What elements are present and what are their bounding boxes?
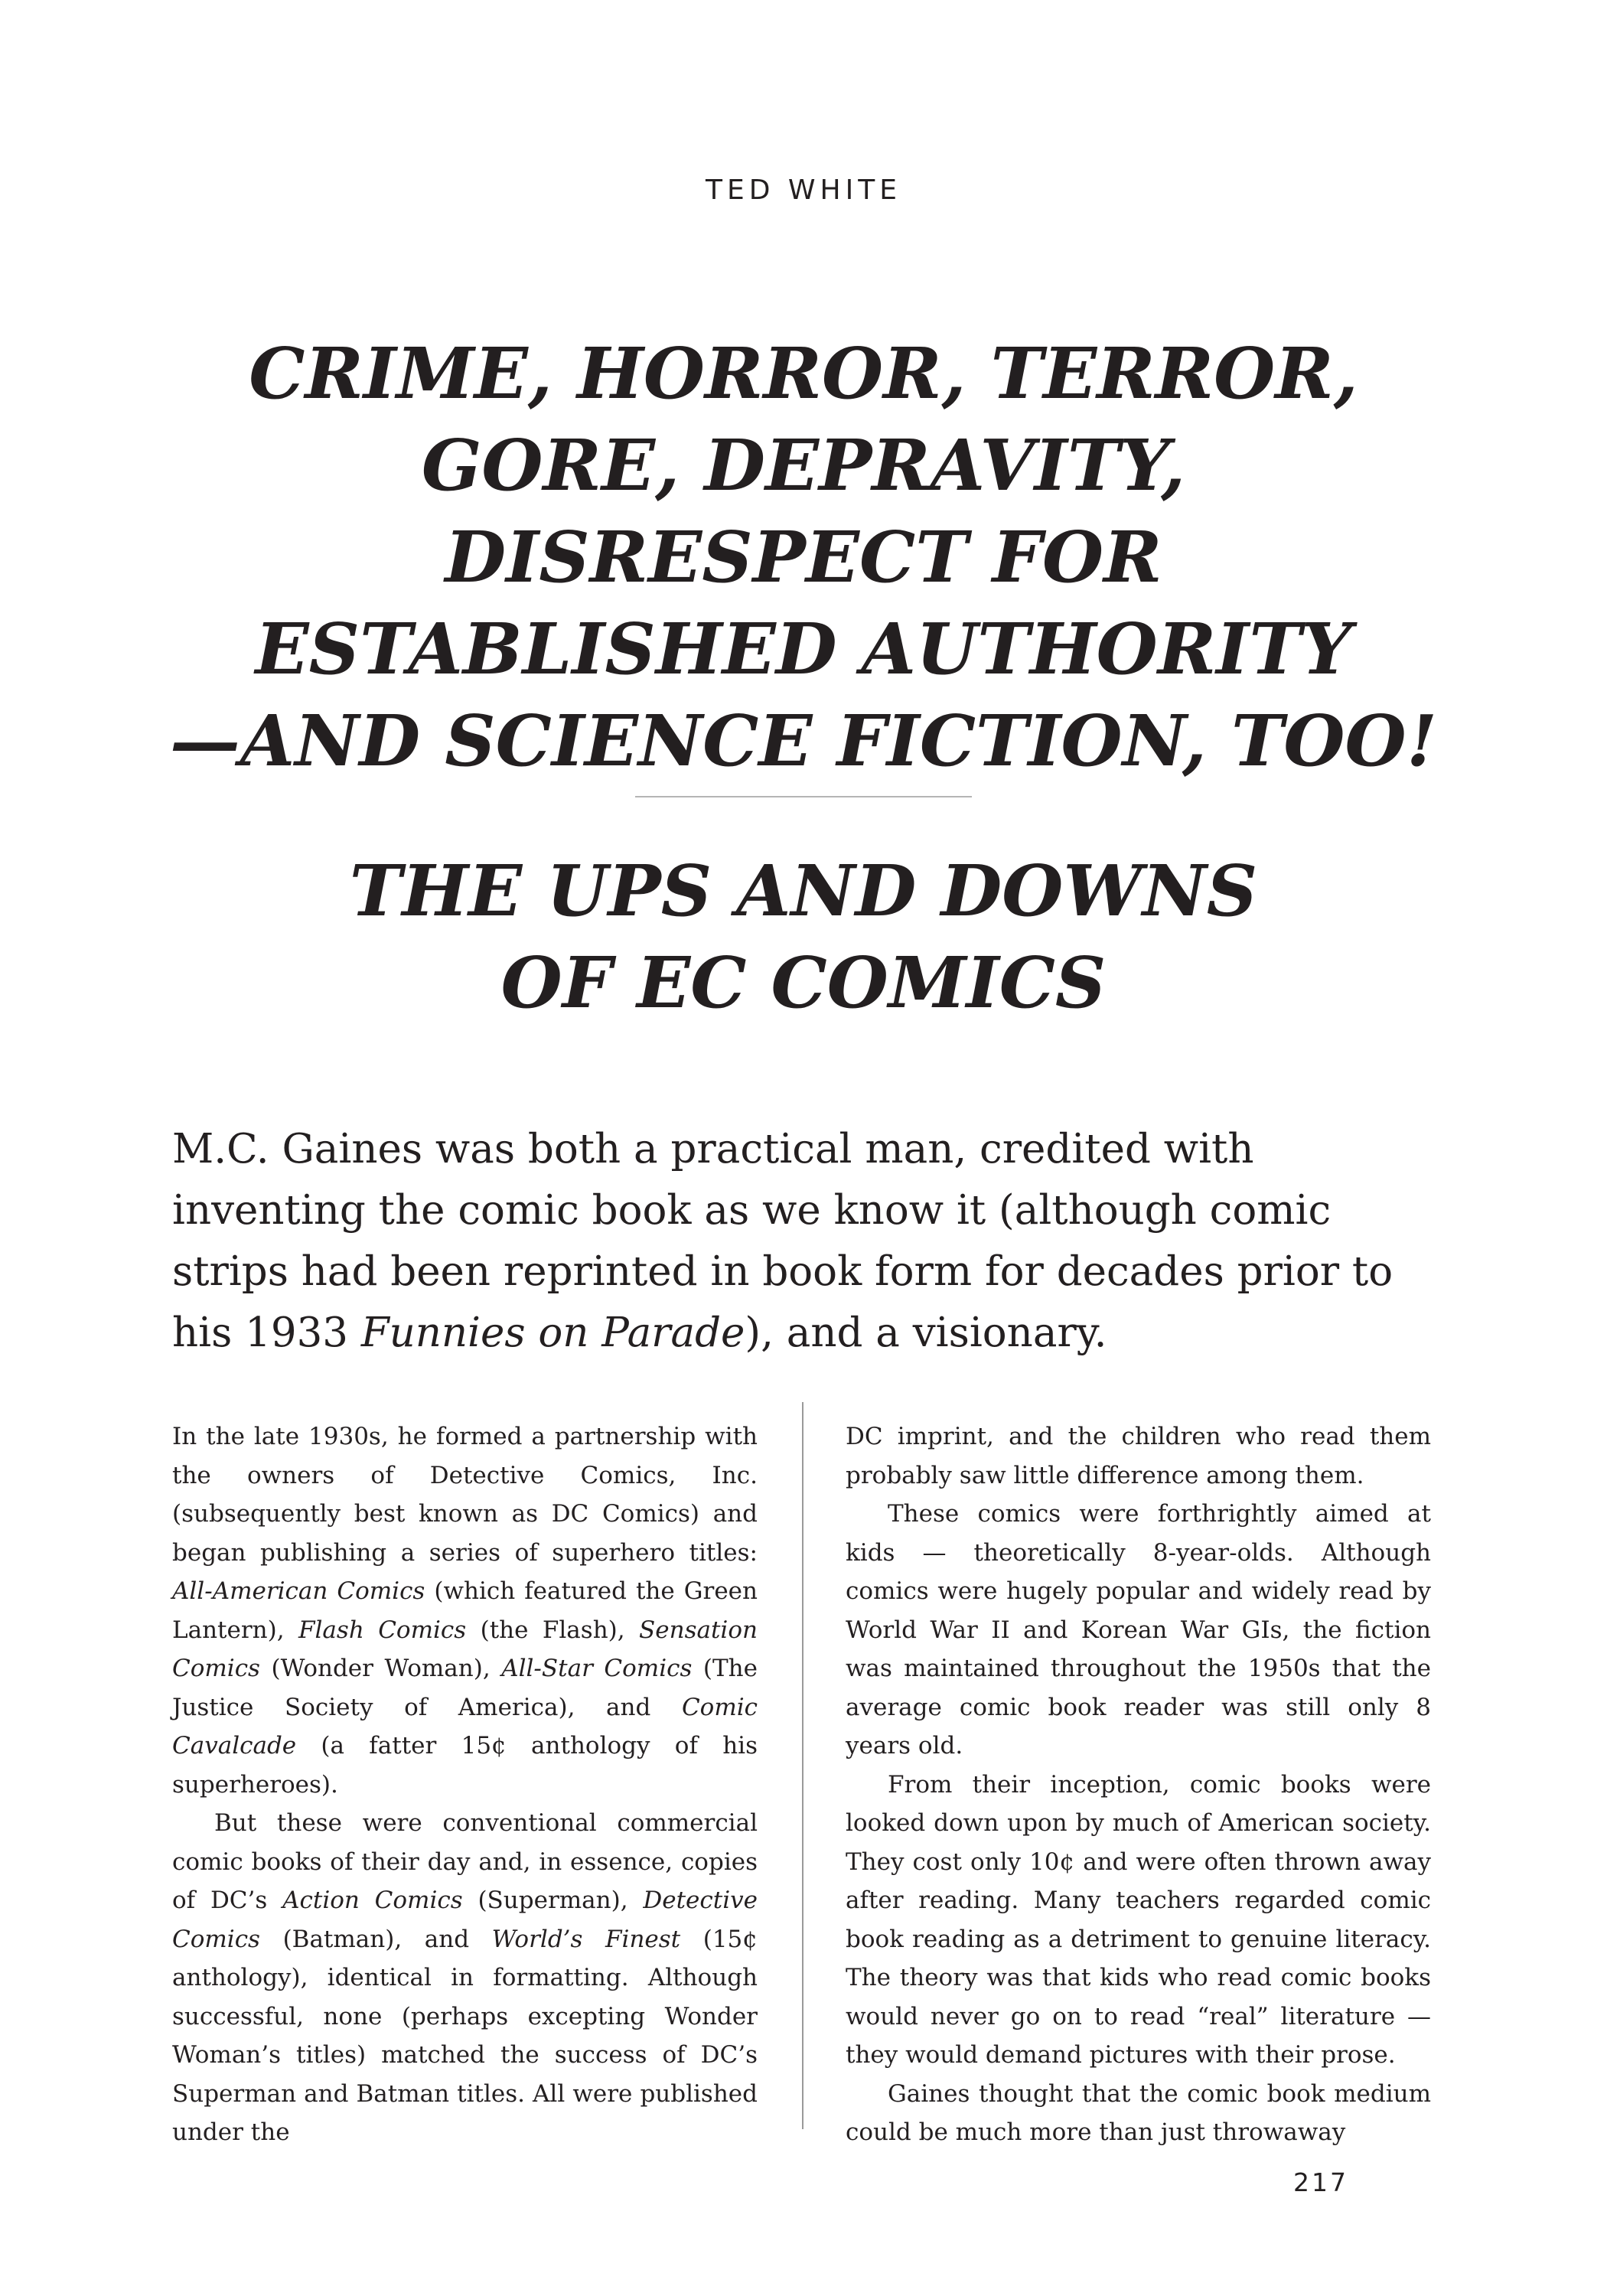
body-paragraph: From their inception, comic books were looked down upon by much of American society. They cost only 10¢ and were often thrown away after reading. Many teachers regarded comic book reading as a detriment to genuine literacy. The theory was that kids who read comic books would never go on to read “real” literature — they would demand pictures with their prose. (846, 1770, 1431, 2069)
body-text: In the late 1930s, he formed a partnership with the owners of Detective Comics, Inc. (subsequently best known as DC Comics) and began publishing a series of superhero titles: (172, 1423, 758, 1567)
title-line: CRIME, HORROR, TERROR, (249, 332, 1358, 415)
body-paragraph: Gaines thought that the comic book medium could be much more than just throwaway (846, 2079, 1431, 2146)
body-text: (Batman), and (259, 1925, 492, 1953)
body-text: (which featured the Green Lantern), (172, 1577, 758, 1644)
body-italic: Sensation Comics (172, 1616, 758, 1682)
title-line: GORE, DEPRAVITY, (421, 424, 1186, 507)
body-text: But these were conventional commercial comic books of their day and, in essence, copies of DC’s (172, 1809, 758, 1914)
subtitle-line: THE UPS AND DOWNS (349, 850, 1258, 932)
body-text: (the Flash), (466, 1616, 640, 1644)
body-italic: Action Comics (282, 1887, 463, 1914)
body-text: (15¢ anthology), identical in formatting. Although successful, none (perhaps excepting Wonder Woman’s titles) matched the success of DC’s Superman and Batman titles. All were published under the (172, 1925, 758, 2146)
column-divider (802, 1402, 804, 2129)
body-italic: Comic Cavalcade (172, 1693, 758, 1760)
chapter-title (115, 328, 1492, 787)
body-italic: World’s Finest (491, 1925, 681, 1953)
lede-text: ), and a visionary. (745, 1309, 1107, 1356)
body-paragraph (172, 1417, 758, 1804)
running-head-author: TED WHITE (706, 174, 901, 206)
body-column-left (172, 1417, 758, 2152)
body-italic: All-Star Comics (501, 1655, 693, 1682)
body-text: (The Justice Society of America), and (172, 1655, 758, 1721)
lede-paragraph (172, 1119, 1435, 1364)
body-text: (Superman), (462, 1887, 644, 1914)
body-italic: Detective Comics (172, 1887, 758, 1953)
body-paragraph: These comics were forthrightly aimed at kids — theoretically 8-year-olds. Although comics were hugely popular and widely read by World War II and Korean War GIs, the fiction was maintained throughout the 1950s that the average comic book reader was still only 8 years old. (846, 1500, 1431, 1760)
lede-text: M.C. Gaines was both a practical man, credited with inventing the comic book as we know it (although comic strips had been reprinted in book form for decades prior to his 1933 (172, 1126, 1393, 1356)
title-divider (635, 796, 972, 797)
body-italic: Flash Comics (298, 1616, 467, 1644)
title-line: ESTABLISHED AUTHORITY (255, 608, 1352, 690)
subtitle-line: OF EC COMICS (500, 941, 1107, 1024)
body-paragraph: DC imprint, and the children who read them probably saw little difference among them. (846, 1423, 1431, 1489)
page-number: 217 (1293, 2167, 1348, 2197)
body-text: (a fatter 15¢ anthology of his superheroes). (172, 1732, 758, 1799)
title-line: —AND SCIENCE FICTION, TOO! (169, 700, 1438, 782)
body-column-right (846, 1417, 1431, 2152)
body-italic: All-American Comics (172, 1577, 425, 1605)
chapter-subtitle (115, 845, 1492, 1029)
body-paragraph (172, 1804, 758, 2152)
title-line: DISRESPECT FOR (445, 516, 1162, 598)
body-text: (Wonder Woman), (259, 1655, 502, 1682)
lede-italic: Funnies on Parade (360, 1309, 745, 1356)
